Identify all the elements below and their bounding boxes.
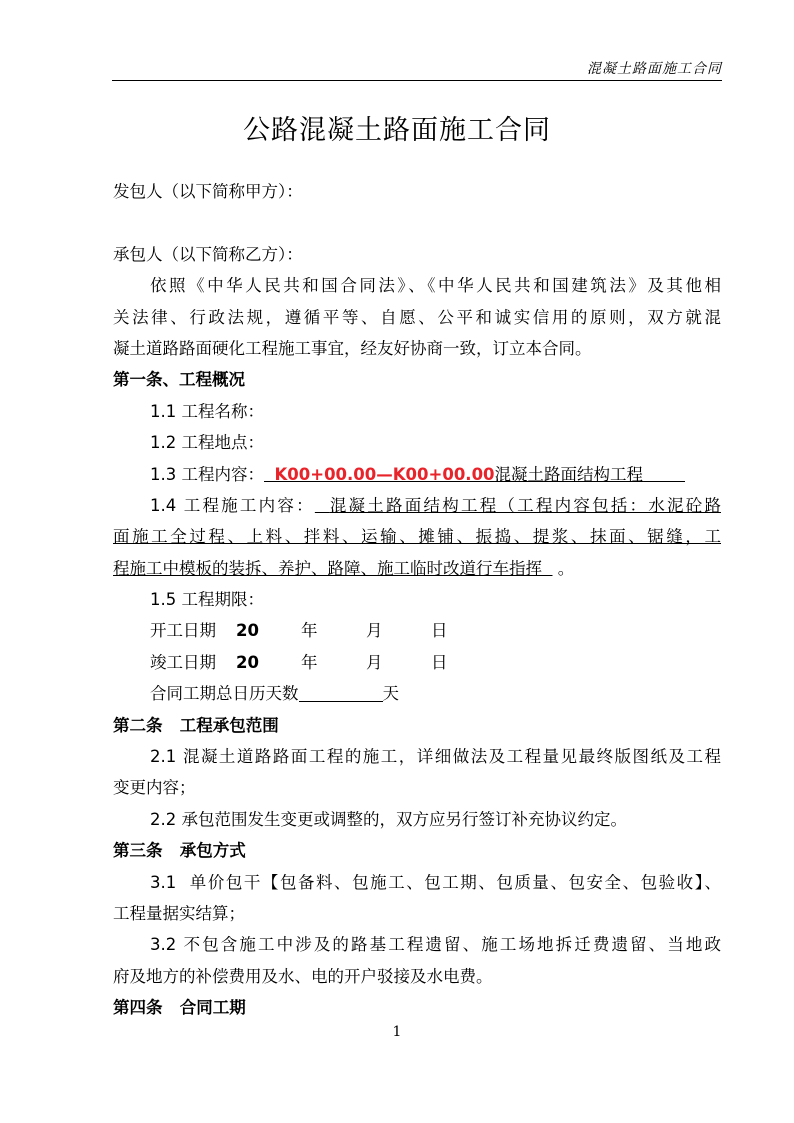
start-month-unit: 月: [366, 621, 383, 641]
total-days-unit: 天: [382, 684, 399, 704]
end-date-line: [113, 647, 721, 678]
start-year-prefix: 20: [236, 621, 259, 641]
item-1-1: 1.1 工程名称：: [150, 401, 264, 421]
party-b-line: 承包人（以下简称乙方）：: [113, 244, 303, 264]
document-body: [113, 176, 721, 1024]
running-header: 混凝土路面施工合同: [587, 61, 722, 77]
item-2-1-line-1: 2.1 混凝土道路路面工程的施工，详细做法及工程量见最终版图纸及工程: [150, 747, 721, 767]
item-1-3: [113, 459, 721, 490]
article-4-heading: 第四条 合同工期: [113, 998, 246, 1018]
start-date-line: [113, 615, 721, 646]
item-1-4-line-1: [113, 490, 721, 521]
item-1-3-label: 1.3 工程内容：: [150, 464, 264, 484]
item-1-4-end: 。: [557, 558, 575, 578]
end-day-unit: 日: [431, 652, 448, 672]
total-days-line: [113, 678, 721, 709]
item-1-4-label: 1.4 工程施工内容：: [150, 495, 315, 515]
item-3-2-line-1: 3.2 不包含施工中涉及的路基工程遗留、施工场地拆迁费遗留、当地政: [150, 935, 721, 955]
item-3-2-line-2: 府及地方的补偿费用及水、电的开户驳接及水电费。: [113, 966, 493, 986]
item-1-3-value: [264, 465, 685, 484]
item-2-1-line-2: 变更内容；: [113, 778, 196, 798]
end-year-prefix: 20: [236, 652, 259, 672]
item-1-5: 1.5 工程期限：: [150, 590, 264, 610]
item-1-2: 1.2 工程地点：: [150, 433, 264, 453]
item-2-2: 2.2 承包范围发生变更或调整的，双方应另行签订补充协议约定。: [150, 809, 627, 829]
page-number: 1: [392, 1024, 402, 1040]
document-title: 公路混凝土路面施工合同: [243, 115, 551, 146]
total-days-blank: [299, 683, 383, 702]
start-year-unit: 年: [301, 621, 318, 641]
item-3-1-line-1: 3.1 单价包干【包备料、包施工、包工期、包质量、包安全、包验收】、: [150, 872, 721, 892]
article-2-heading: 第二条 工程承包范围: [113, 715, 279, 735]
item-1-4-text-3: 程施工中模板的装拆、养护、路障、施工临时改道行车指挥: [113, 558, 542, 578]
header-rule: [112, 80, 722, 81]
total-days-label: 合同工期总日历天数: [150, 684, 299, 704]
end-date-label: 竣工日期: [150, 652, 216, 672]
party-a-line: 发包人（以下简称甲方）：: [113, 182, 303, 201]
intro-line-2: 关法律、行政法规，遵循平等、自愿、公平和诚实信用的原则，双方就混: [113, 307, 721, 327]
start-day-unit: 日: [431, 621, 448, 641]
end-month-unit: 月: [366, 652, 383, 672]
stake-range: K00+00.00—K00+00.00: [274, 464, 495, 484]
intro-line-3: 凝土道路路面硬化工程施工事宜，经友好协商一致，订立本合同。: [113, 338, 592, 358]
item-1-4-text-1: 混凝土路面结构工程（工程内容包括：水泥砼路: [329, 495, 721, 515]
end-year-unit: 年: [301, 652, 318, 672]
article-3-heading: 第三条 承包方式: [113, 841, 246, 861]
item-1-4-line-3: [113, 553, 721, 584]
item-3-1-line-2: 工程量据实结算；: [113, 903, 245, 923]
intro-line-1: 依照《中华人民共和国合同法》、《中华人民共和国建筑法》及其他相: [150, 276, 721, 296]
item-1-3-text: 混凝土路面结构工程: [494, 464, 644, 484]
item-1-4-line-2: 面施工全过程、上料、拌料、运输、摊铺、振捣、提浆、抹面、锯缝，工: [113, 527, 721, 547]
start-date-label: 开工日期: [150, 621, 216, 641]
article-1-heading: 第一条、工程概况: [113, 370, 245, 390]
blank-line: [113, 207, 721, 238]
